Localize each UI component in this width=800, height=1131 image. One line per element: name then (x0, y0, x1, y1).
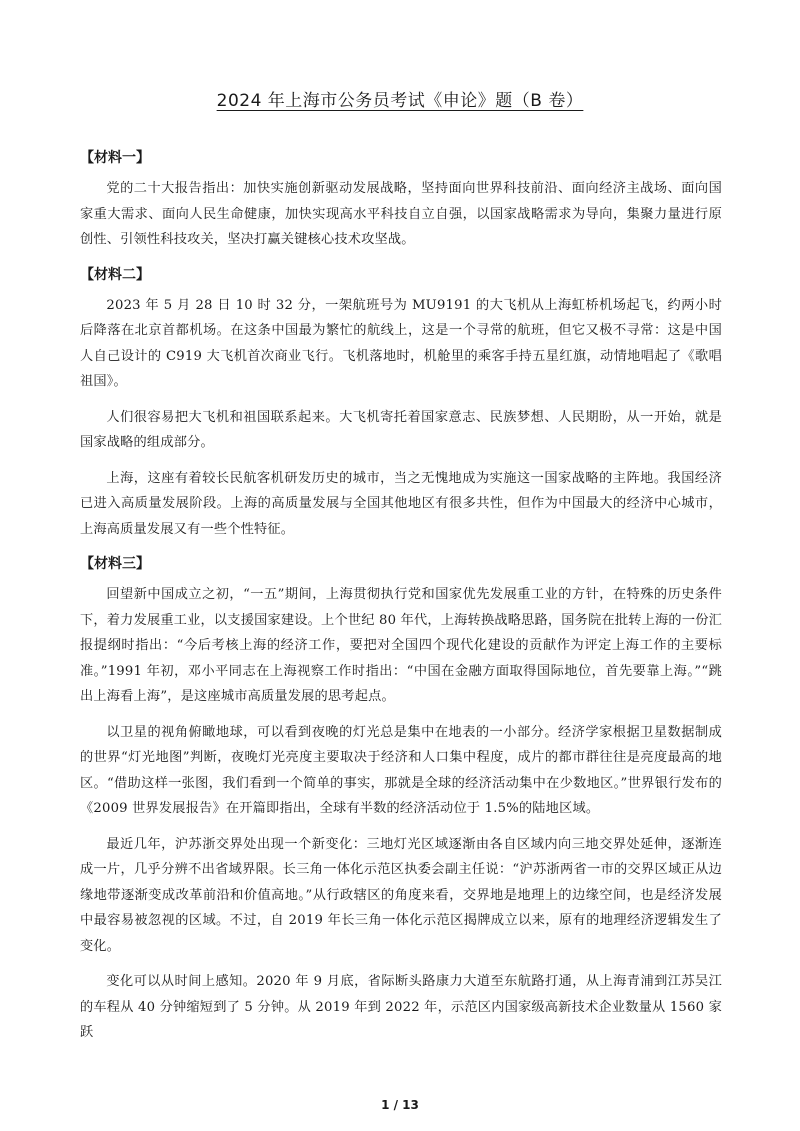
paragraph: 回望新中国成立之初，“一五”期间，上海贯彻执行党和国家优先发展重工业的方针，在特殊的历史条件下，着力发展重工业，以支援国家建设。上个世纪 80 年代，上海转换战略思路，国务院在批转上海的一份汇报提纲时指出：“今后考核上海的经济工作，要把对全国四个现代化建设的贡献作为评定上海工作的主要标准。”1991 年初，邓小平同志在上海视察工作时指出：“中国在金融方面取得国际地位，首先要靠上海。”“跳出上海看上海”，是这座城市高质量发展的思考起点。 (80, 587, 722, 704)
paragraph: 上海，这座有着较长民航客机研发历史的城市，当之无愧地成为实施这一国家战略的主阵地。我国经济已进入高质量发展阶段。上海的高质量发展与全国其他地区有很多共性，但作为中国最大的经济中心城市，上海高质量发展又有一些个性特征。 (80, 470, 722, 537)
paragraph: 变化可以从时间上感知。2020 年 9 月底，省际断头路康力大道至东航路打通，从上海青浦到江苏吴江的车程从 40 分钟缩短到了 5 分钟。从 2019 年到 2022 年，示范区内国家级高新技术企业数量从 1560 家跃 (80, 974, 722, 1040)
document-title: 2024 年上海市公务员考试《申论》题（B 卷） (216, 91, 584, 111)
paragraph: 最近几年，沪苏浙交界处出现一个新变化：三地灯光区域逐渐由各自区域内向三地交界处延伸，逐渐连成一片，几乎分辨不出省域界限。长三角一体化示范区执委会副主任说：“沪苏浙两省一市的交界区域正从边缘地带逐渐变成改革前沿和价值高地。”从行政辖区的角度来看，交界地是地理上的边缘空间，也是经济发展中最容易被忽视的区域。不过，自 2019 年长三角一体化示范区揭牌成立以来，原有的地理经济逻辑发生了变化。 (80, 836, 722, 954)
section-material-3 (80, 552, 722, 1046)
section-heading: 【材料一】 (80, 150, 150, 166)
document-body (80, 146, 722, 1056)
paragraph: 人们很容易把大飞机和祖国联系起来。大飞机寄托着国家意志、民族梦想、人民期盼，从一开始，就是国家战略的组成部分。 (80, 409, 722, 450)
section-heading: 【材料二】 (80, 266, 150, 283)
paragraph: 以卫星的视角俯瞰地球，可以看到夜晚的灯光总是集中在地表的一小部分。经济学家根据卫星数据制成的世界“灯光地图”判断，夜晚灯光亮度主要取决于经济和人口集中程度，成片的都市群往往是亮度最高的地区。“借助这样一张图，我们看到一个简单的事实，那就是全球的经济活动集中在少数地区。”世界银行发布的《2009 世界发展报告》在开篇即指出，全球有半数的经济活动位于 1.5%的陆地区域。 (80, 724, 722, 816)
paragraph: 2023 年 5 月 28 日 10 时 32 分，一架航班号为 MU9191 的大飞机从上海虹桥机场起飞，约两小时后降落在北京首都机场。在这条中国最为繁忙的航线上，这是一个寻常的航班，但它又极不寻常：这是中国人自己设计的 C919 大飞机首次商业飞行。飞机落地时，机舱里的乘客手持五星红旗，动情地唱起了《歌唱祖国》。 (80, 297, 722, 389)
section-heading: 【材料三】 (80, 556, 150, 572)
section-material-1 (80, 146, 722, 253)
paragraph: 党的二十大报告指出：加快实施创新驱动发展战略，坚持面向世界科技前沿、面向经济主战场、面向国家重大需求、面向人民生命健康，加快实现高水平科技自立自强，以国家战略需求为导向，集聚力量进行原创性、引领性科技攻关，坚决打赢关键核心技术攻坚战。 (80, 181, 722, 247)
section-material-2 (80, 263, 722, 543)
page-number: 1 / 13 (381, 1098, 419, 1112)
